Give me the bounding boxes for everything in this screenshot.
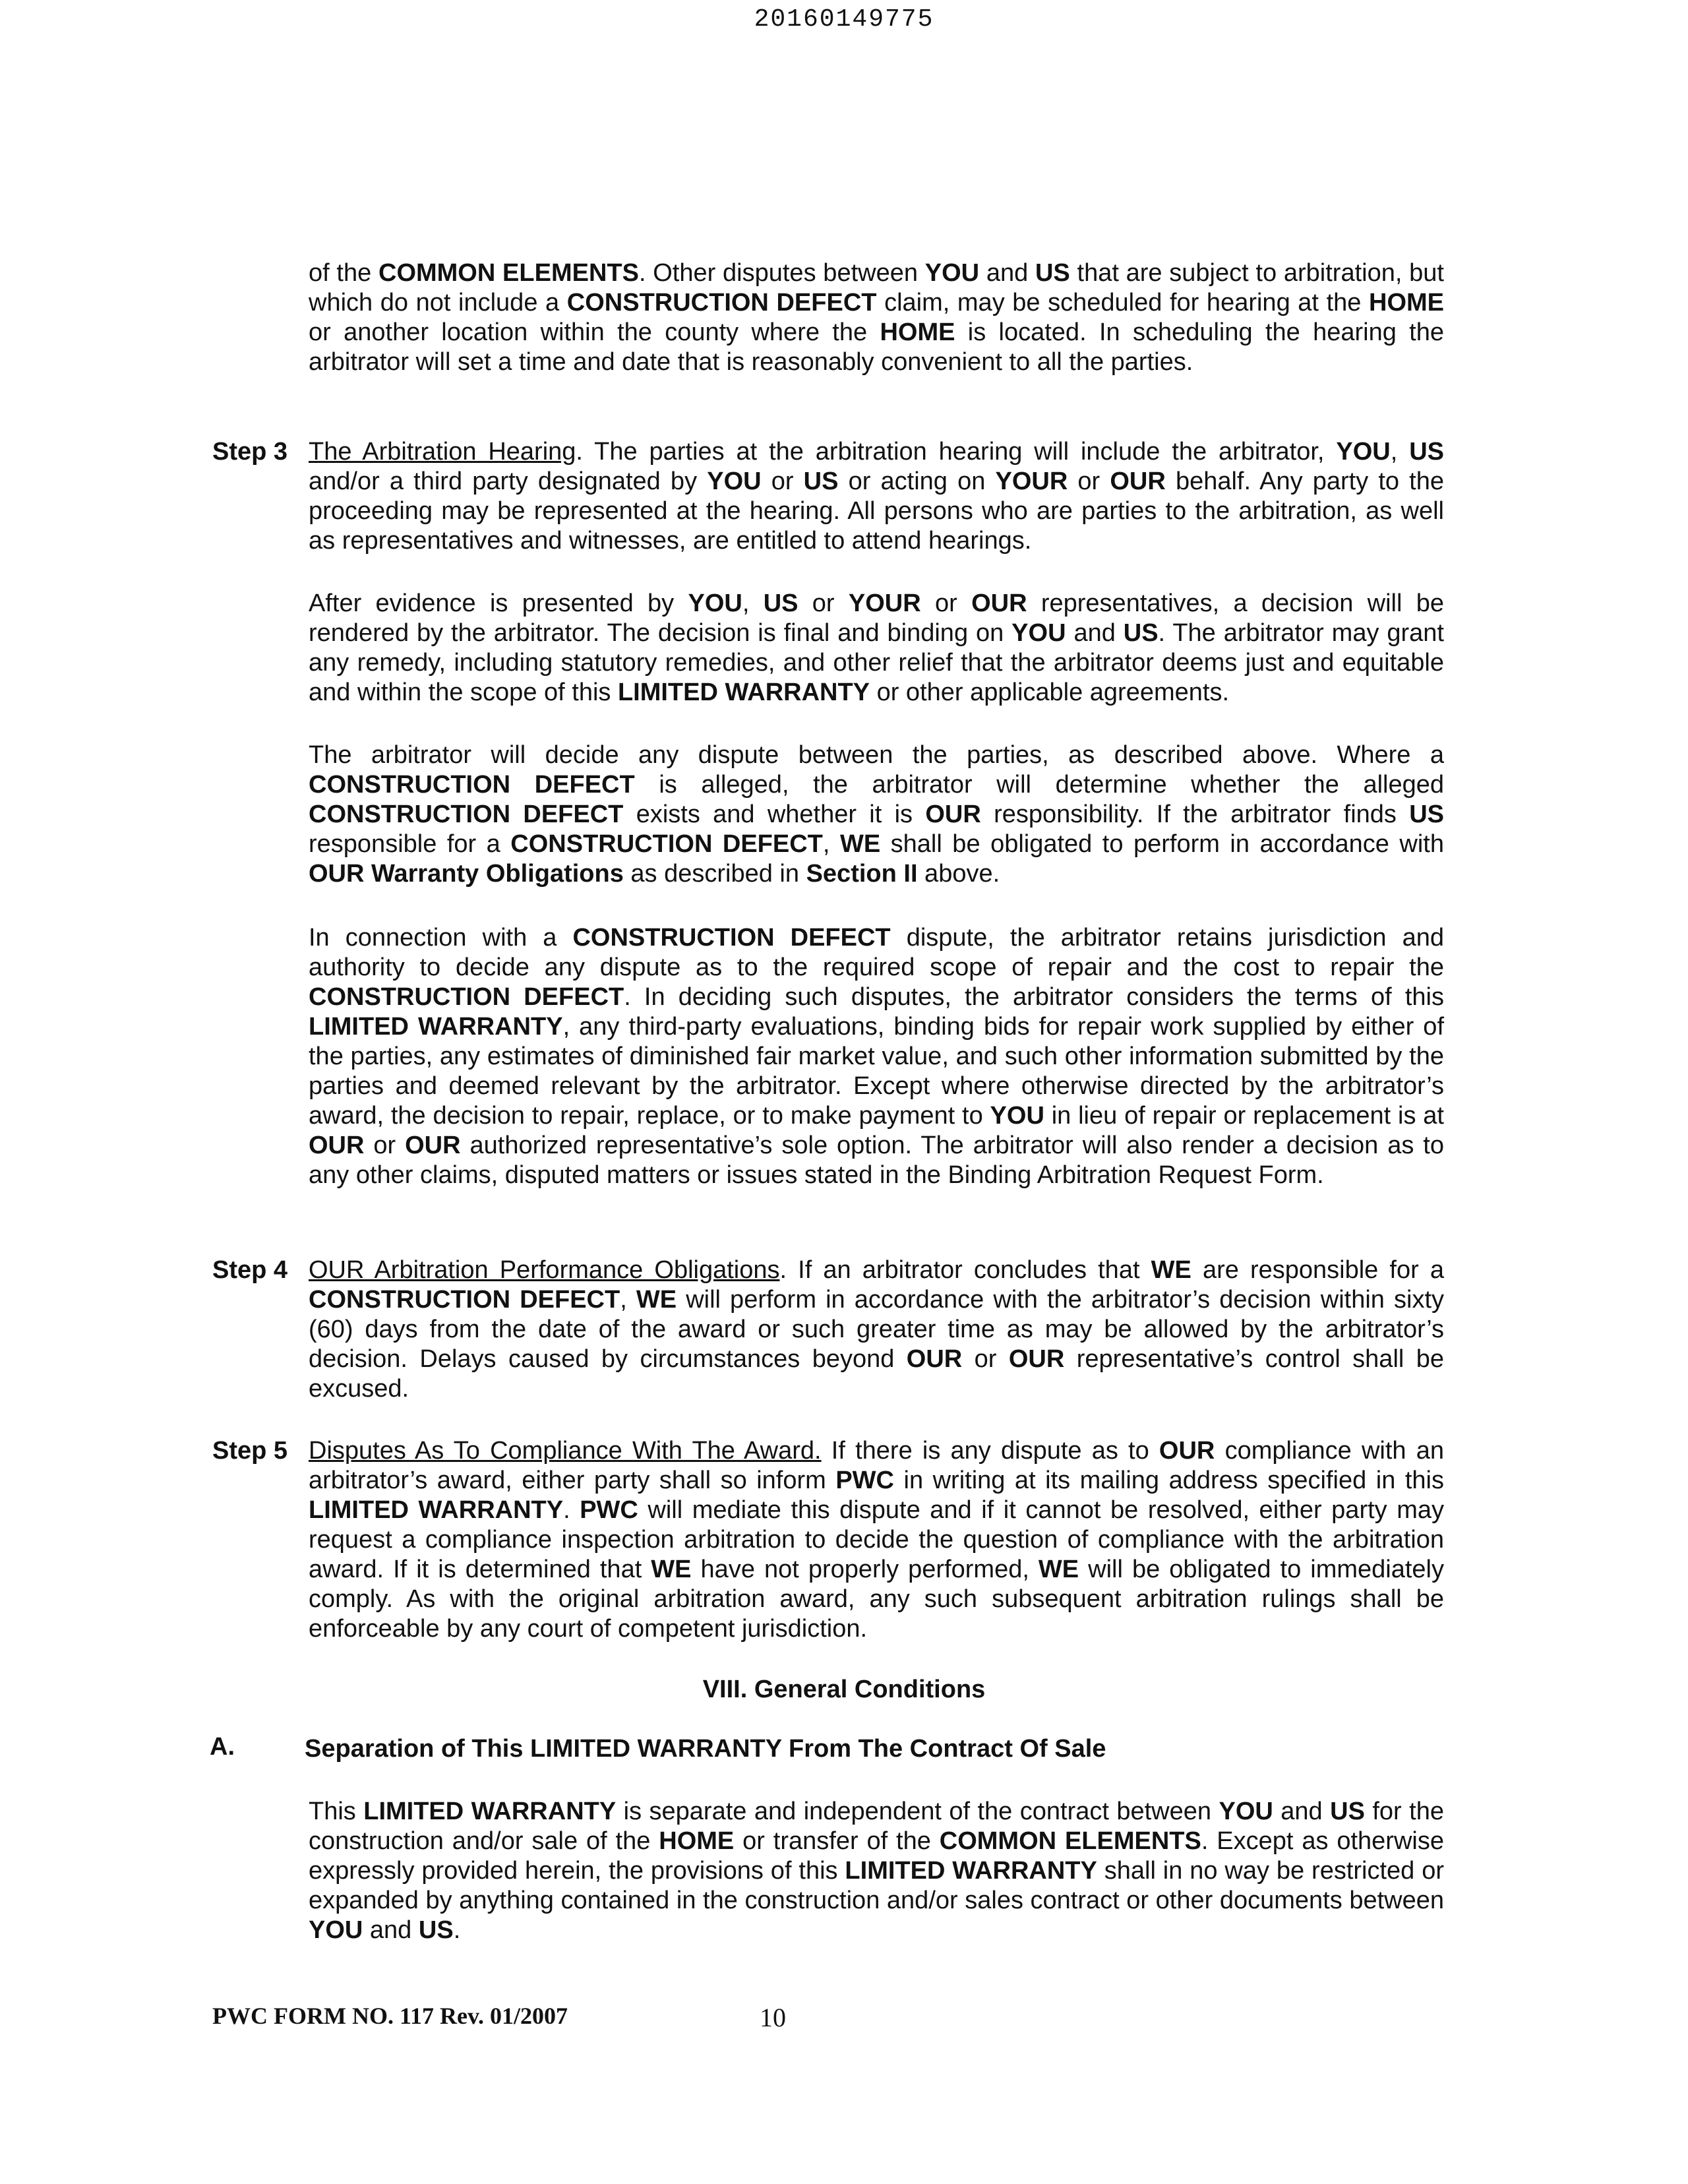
step-5-label: Step 5 [212,1437,288,1465]
section-title: VIII. General Conditions [702,1676,986,1703]
subsection-letter: A. [210,1733,235,1761]
step-4-title: OUR Arbitration Performance Obligations [309,1256,780,1284]
step-5-paragraph: Disputes As To Compliance With The Award. If there is any dispute as to OUR compliance with an arbitrator’s award, either party shall so inform PWC in writing at its mailing address specified in this LIMITED WARRANTY. PWC will mediate this dispute and if it cannot be resolved, either party may request a compliance inspection arbitration to decide the question of compliance with the arbitration award. If it is determined that WE have not properly performed, WE will be obligated to immediately comply. As with the original arbitration award, any such subsequent arbitration rulings shall be enforceable by any court of competent jurisdiction. [309,1437,1445,1643]
step-5-title: Disputes As To Compliance With The Award. [309,1437,822,1465]
document-number: 20160149775 [754,5,934,34]
step-3-label: Step 3 [212,438,288,466]
paragraph-separation: This LIMITED WARRANTY is separate and independent of the contract between YOU and US for the construction and/or sale of the HOME or transfer of the COMMON ELEMENTS. Except as otherwise expressly provided herein, the provisions of this LIMITED WARRANTY shall in no way be restricted or expanded by anything contained in the construction and/or sales contract or other documents between YOU and US. [309,1798,1444,1944]
paragraph-arbitrator-decides: The arbitrator will decide any dispute between the parties, as described above. Where a CONSTRUCTION DEFECT is alleged, the arbitrator will determine whether the alleged CONSTRUCTION DEFECT exists and whether it is OUR responsibility. If the arbitrator finds US responsible for a CONSTRUCTION DEFECT, WE shall be obligated to perform in accordance with OUR Warranty Obligations as described in Section II above. [309,741,1445,888]
step-4-label: Step 4 [212,1256,288,1284]
paragraph-jurisdiction: In connection with a CONSTRUCTION DEFECT dispute, the arbitrator retains jurisdiction and authority to decide any dispute as to the required scope of repair and the cost to repair the CONSTRUCTION DEFECT. In deciding such disputes, the arbitrator considers the terms of this LIMITED WARRANTY, any third-party evaluations, binding bids for repair work supplied by either of the parties, any estimates of diminished fair market value, and such other information submitted by the parties and deemed relevant by the arbitrator. Except where otherwise directed by the arbitrator’s award, the decision to repair, replace, or to make payment to YOU in lieu of repair or replacement is at OUR or OUR authorized representative’s sole option. The arbitrator will also render a decision as to any other claims, disputed matters or issues stated in the Binding Arbitration Request Form. [309,924,1445,1189]
paragraph-common-elements: of the COMMON ELEMENTS. Other disputes between YOU and US that are subject to arbitration, but which do not include a CONSTRUCTION DEFECT claim, may be scheduled for hearing at the HOME or another location within the county where the HOME is located. In scheduling the hearing the arbitrator will set a time and date that is reasonably convenient to all the parties. [309,259,1445,376]
paragraph-evidence-decision: After evidence is presented by YOU, US or YOUR or OUR representatives, a decision will be rendered by the arbitrator. The decision is final and binding on YOU and US. The arbitrator may grant any remedy, including statutory remedies, and other relief that the arbitrator deems just and equitable and within the scope of this LIMITED WARRANTY or other applicable agreements. [309,590,1445,706]
step-4-paragraph: OUR Arbitration Performance Obligations. If an arbitrator concludes that WE are responsible for a CONSTRUCTION DEFECT, WE will perform in accordance with the arbitrator’s decision within sixty (60) days from the date of the award or such greater time as may be allowed by the arbitrator’s decision. Delays caused by circumstances beyond OUR or OUR representative’s control shall be excused. [309,1256,1445,1403]
step-3-title: The Arbitration Hearing [309,438,576,466]
footer-form-number: PWC FORM NO. 117 Rev. 01/2007 [212,2003,568,2029]
page-number: 10 [760,2003,786,2032]
step-3-paragraph: The Arbitration Hearing. The parties at the arbitration hearing will include the arbitrator, YOU, US and/or a third party designated by YOU or US or acting on YOUR or OUR behalf. Any party to the proceeding may be represented at the hearing. All persons who are parties to the arbitration, as well as representatives and witnesses, are entitled to attend hearings. [309,438,1444,555]
subsection-heading: Separation of This LIMITED WARRANTY From The Contract Of Sale [305,1735,1106,1763]
